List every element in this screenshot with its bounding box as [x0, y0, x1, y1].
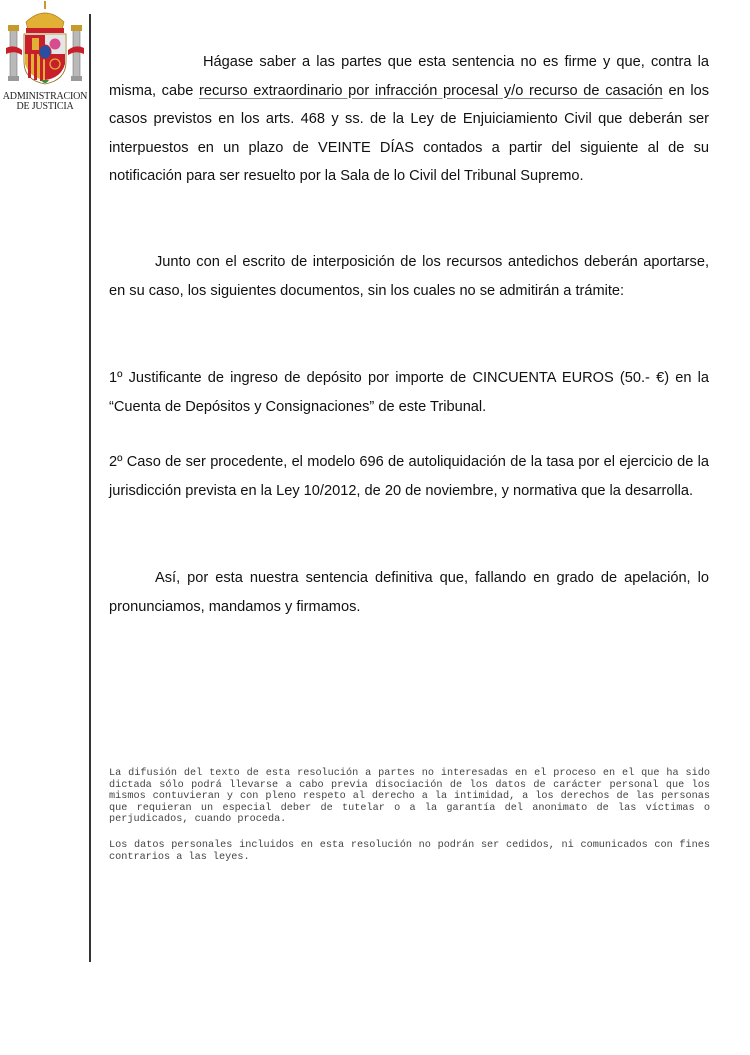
paragraph-tax-model: 2º Caso de ser procedente, el modelo 696 de autoliquidación de la tasa por el ejercicio de la jurisdicción prevista en la Ley 10/2012, de 20 de noviembre, y normativa que la desarrolla. — [109, 454, 709, 499]
paragraph-deposit: 1º Justificante de ingreso de depósito por importe de CINCUENTA EUROS (50.- €) en la “Cuenta de Depósitos y Consignaciones” de este Tribunal. — [109, 370, 709, 415]
paragraph-closing: Así, por esta nuestra sentencia definitiva que, fallando en grado de apelación, lo pronunciamos, mandamos y firmamos. — [109, 570, 709, 615]
logo-text-line1: ADMINISTRACION — [2, 91, 88, 102]
privacy-notice: La difusión del texto de esta resolución a partes no interesadas en el proceso en el que ha sido dictada sólo podrá llevarse a cabo previa disociación de los datos de carácter personal que los mismos contuvieran y con pleno respeto al derecho a la intimidad, a los derechos de las personas que requieran un especial deber de tutelar o a la garantía del anonimato de las víctimas o perjudicados, cuando proceda. — [109, 768, 710, 826]
appeal-types-underlined: recurso extraordinario por infracción procesal y/o recurso de casación — [198, 82, 663, 99]
paragraph-appeal-notice — [109, 48, 709, 191]
data-use-notice: Los datos personales incluidos en esta resolución no podrán ser cedidos, ni comunicados con fines contrarios a las leyes. — [109, 840, 710, 863]
coat-of-arms-icon — [4, 0, 86, 88]
logo-text-line2: DE JUSTICIA — [16, 101, 74, 112]
paragraph-required-documents: Junto con el escrito de interposición de los recursos antedichos deberán aportarse, en su caso, los siguientes documentos, sin los cuales no se admitirán a trámite: — [109, 254, 709, 299]
margin-rule — [89, 14, 91, 962]
appeal-text-end: en los casos previstos en los arts. 468 y ss. de la Ley de Enjuiciamiento Civil que deberán ser interpuestos en un plazo de VEINTE DÍAS contados a partir del siguiente al de su notificación para ser resuelto por la Sala de lo Civil del Tribunal Supremo. — [109, 82, 709, 184]
appeal-text-start: Hágase saber a las partes que esta sentencia no es firme y que, contra la misma, cabe — [109, 54, 709, 99]
logo — [0, 0, 90, 116]
